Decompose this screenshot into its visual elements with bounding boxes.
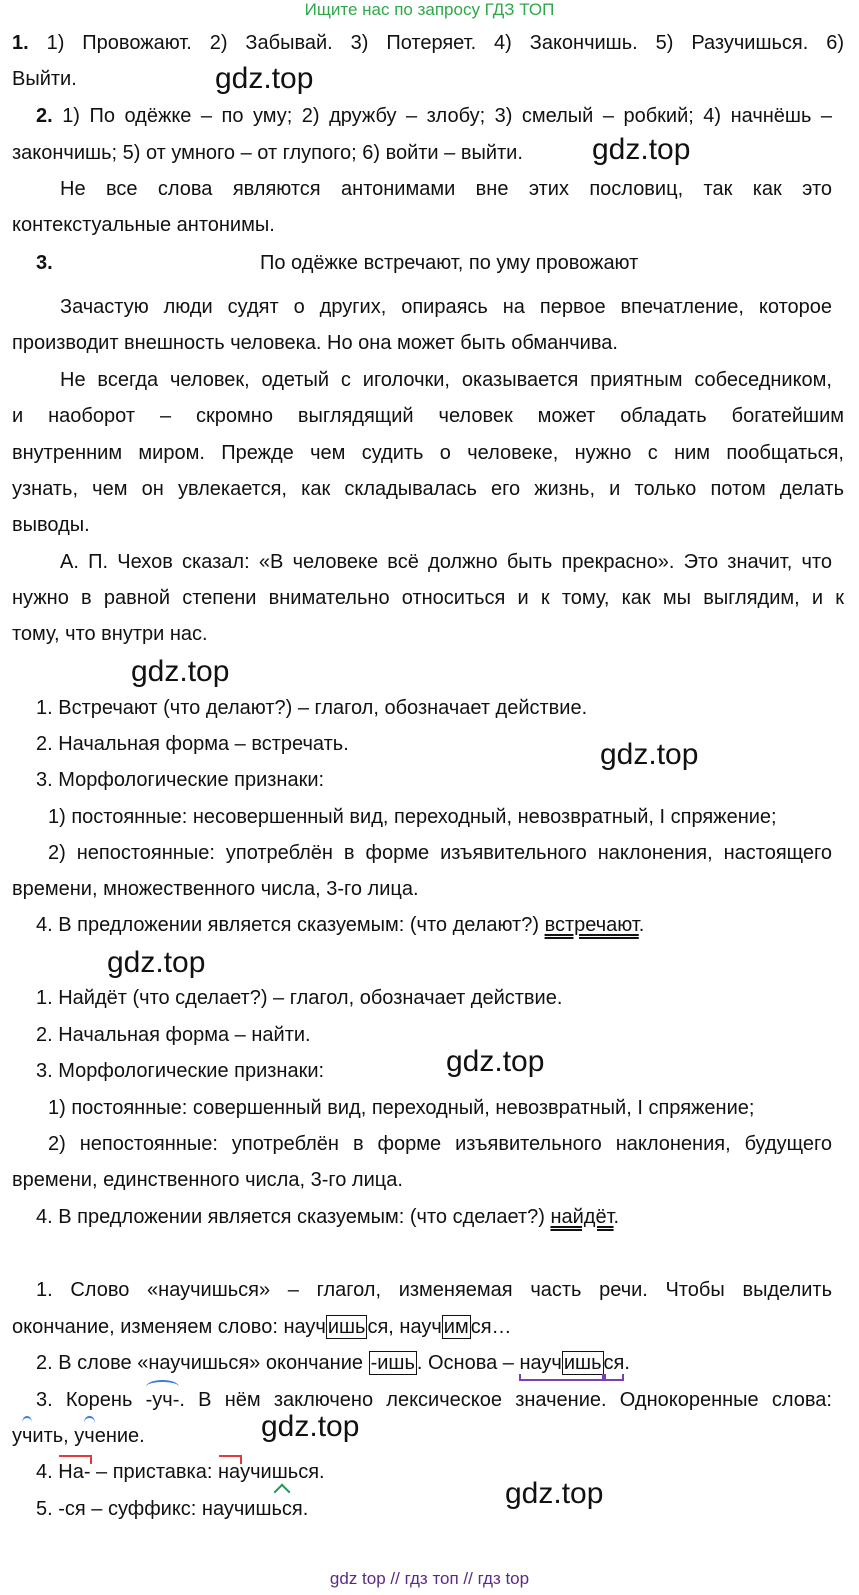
watermark: gdz.top (131, 655, 230, 688)
parse1-line: 2) непостоянные: употреблён в форме изъявительного наклонения, настоящего (48, 842, 832, 864)
parse1-predicate-label: 4. В предложении является сказуемым: (что делают?) (36, 914, 539, 936)
task3-number: 3. (36, 252, 53, 274)
ending-box: ишь (563, 1352, 602, 1374)
bottom-banner[interactable]: gdz top // гдз топ // гдз top (329, 1569, 530, 1588)
morph-l3a: 2. В слове «научишься» окончание (36, 1352, 364, 1374)
essay-line: производит внешность человека. Но она может быть обманчива. (12, 332, 618, 354)
parse1-line (36, 914, 644, 937)
morph-w1c: ся, науч (367, 1316, 442, 1338)
essay-line: Зачастую люди судят о других, опираясь на первое впечатление, которое (60, 296, 832, 318)
root-arc: ч (84, 1425, 95, 1447)
parse2-line: времени, единственного числа, 3-го лица. (12, 1169, 403, 1191)
task1-line1 (12, 32, 844, 55)
essay-line: нужно в равной степени внимательно относиться и к тому, как мы выглядим, и к (12, 587, 844, 609)
base-bracket-postfix: ся (603, 1352, 625, 1374)
prefix-mark: На- (58, 1461, 91, 1483)
task1-line2: Выйти. (12, 68, 77, 90)
parse2-line: 1. Найдёт (что сделает?) – глагол, обозначает действие. (36, 987, 563, 1009)
watermark: gdz.top (107, 946, 206, 979)
essay-line: Не всегда человек, одетый с иголочки, оказывается приятным собеседником, (60, 369, 832, 391)
task1-text: 1) Провожают. 2) Забывай. 3) Потеряет. 4) Закончишь. 5) Разучишься. 6) (46, 32, 844, 54)
morph-l6a: 4. (36, 1461, 53, 1483)
morph-line3 (36, 1352, 630, 1375)
task2-note-line2: контекстуальные антонимы. (12, 214, 275, 236)
top-banner[interactable]: Ищите нас по запросу ГДЗ ТОП (304, 0, 555, 19)
task1-number: 1. (12, 32, 29, 54)
essay-line: узнать, чем он увлекается, как складывалась его жизнь, и только потом делать (12, 478, 844, 500)
parse2-line: 2) непостоянные: употреблён в форме изъявительного наклонения, будущего (48, 1133, 832, 1155)
watermark: gdz.top (215, 62, 314, 95)
morph-line7 (36, 1498, 308, 1521)
morph-l5a: у (12, 1425, 22, 1447)
ending-box: ишь (327, 1316, 366, 1338)
essay-line: А. П. Чехов сказал: «В человеке всё должно быть прекрасно». Это значит, что (60, 551, 832, 573)
parse2-predicate: найдёт (550, 1206, 614, 1228)
morph-l2-text: окончание, изменяем слово: (12, 1316, 278, 1338)
task2-note-line1: Не все слова являются антонимами вне этих пословиц, так как это (60, 178, 832, 200)
morph-l6b: – приставка: (90, 1461, 213, 1483)
watermark: gdz.top (505, 1477, 604, 1510)
essay-line: и наоборот – скромно выглядящий человек может обладать богатейшим (12, 405, 844, 427)
watermark: gdz.top (446, 1045, 545, 1078)
morph-l6d: учишься. (240, 1461, 325, 1483)
morph-line4 (36, 1389, 832, 1412)
base-part: науч (519, 1352, 562, 1374)
parse1-predicate: встречают (544, 914, 639, 936)
base-bracket (519, 1352, 603, 1375)
parse2-line: 2. Начальная форма – найти. (36, 1024, 311, 1046)
watermark: gdz.top (600, 738, 699, 771)
suffix-mark: ься (271, 1498, 303, 1520)
morph-w1a: науч (283, 1316, 326, 1338)
parse1-line: времени, множественного числа, 3-го лица. (12, 878, 419, 900)
morph-line2 (12, 1316, 512, 1339)
task2-text: 1) По одёжке – по уму; 2) дружбу – злобу; 3) смелый – робкий; 4) начнёшь – (62, 105, 832, 127)
morph-l5c: ить, у (32, 1425, 85, 1447)
morph-l3-dot: . (624, 1352, 630, 1374)
ending-box: им (443, 1316, 469, 1338)
parse2-line: 1) постоянные: совершенный вид, переходный, невозвратный, I спряжение; (48, 1097, 755, 1119)
morph-l5e: ение. (94, 1425, 145, 1447)
parse2-predicate-label: 4. В предложении является сказуемым: (что сделает?) (36, 1206, 545, 1228)
prefix-mark: на (217, 1461, 241, 1483)
morph-l4b: . В нём заключено лексическое значение. Однокоренные слова: (179, 1389, 832, 1411)
parse1-line: 2. Начальная форма – встречать. (36, 733, 349, 755)
essay-line: внутренним миром. Прежде чем судить о человеке, нужно с ним пообщаться, (12, 442, 844, 464)
parse2-period: . (613, 1206, 620, 1228)
root-arc: ч (22, 1425, 33, 1447)
watermark: gdz.top (592, 133, 691, 166)
task2-line2: закончишь; 5) от умного – от глупого; 6) войти – выйти. (12, 142, 523, 164)
parse2-line (36, 1206, 619, 1229)
task2-line1 (36, 105, 832, 128)
parse2-line: 3. Морфологические признаки: (36, 1060, 325, 1082)
morph-line1: 1. Слово «научишься» – глагол, изменяемая часть речи. Чтобы выделить (36, 1279, 832, 1301)
ending-box: -ишь (370, 1352, 415, 1374)
parse1-line: 1) постоянные: несовершенный вид, переходный, невозвратный, I спряжение; (48, 806, 777, 828)
essay-line: тому, что внутри нас. (12, 623, 208, 645)
morph-l4a: 3. Корень (36, 1389, 133, 1411)
parse1-line: 3. Морфологические признаки: (36, 769, 325, 791)
morph-l7c: . (302, 1498, 309, 1520)
watermark: gdz.top (261, 1410, 360, 1443)
morph-line6 (36, 1461, 325, 1484)
morph-w1e: ся… (470, 1316, 512, 1338)
root-arc: -уч- (145, 1389, 180, 1411)
morph-l3b: . Основа – (416, 1352, 514, 1374)
parse1-period: . (638, 914, 645, 936)
essay-line: выводы. (12, 514, 90, 536)
morph-line5 (12, 1425, 145, 1448)
morph-l7a: 5. -ся – суффикс: научиш (36, 1498, 272, 1520)
task3-title: По одёжке встречают, по уму провожают (260, 252, 639, 274)
parse1-line: 1. Встречают (что делают?) – глагол, обозначает действие. (36, 697, 588, 719)
task2-number: 2. (36, 105, 53, 127)
